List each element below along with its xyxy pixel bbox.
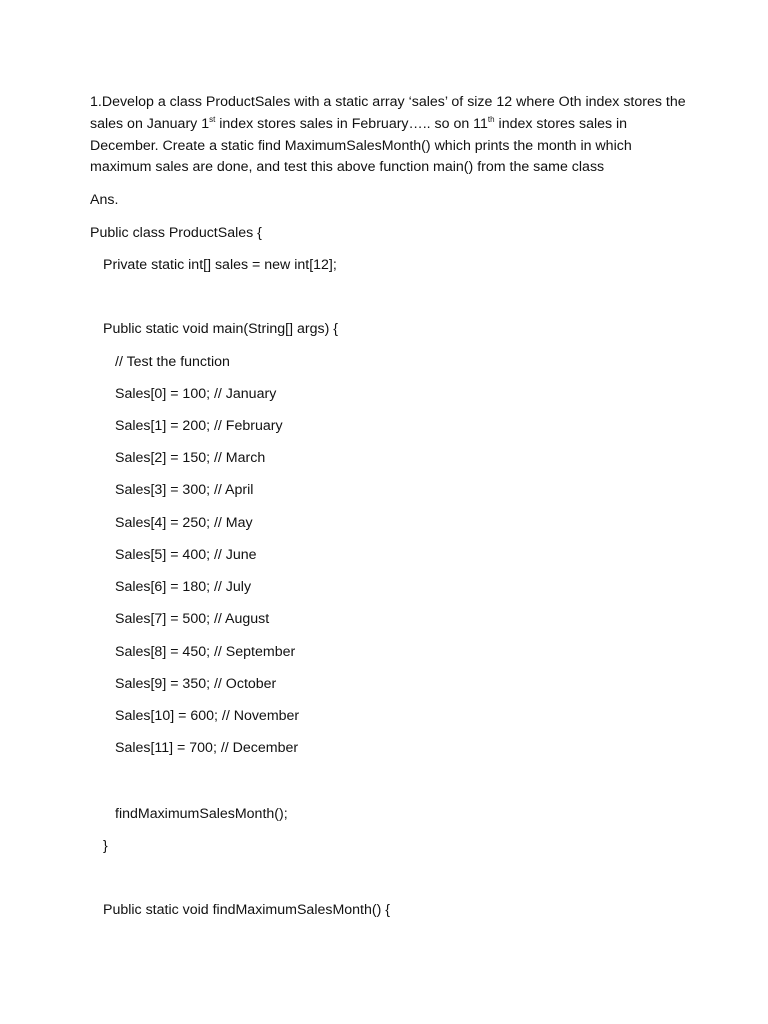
code-line-sales-10: Sales[10] = 600; // November [115, 708, 300, 724]
sales-array-declaration-line: Private static int[] sales = new int[12]; [103, 257, 337, 273]
find-method-declaration-line: Public static void findMaximumSalesMonth() { [103, 902, 391, 918]
closing-brace-line: } [103, 838, 108, 854]
code-line-sales-4: Sales[4] = 250; // May [115, 515, 253, 531]
class-declaration-line: Public class ProductSales { [90, 225, 262, 241]
code-line-sales-6: Sales[6] = 180; // July [115, 579, 252, 595]
code-line-sales-5: Sales[5] = 400; // June [115, 547, 257, 563]
code-line-sales-3: Sales[3] = 300; // April [115, 482, 254, 498]
question-text-part-2: index stores sales in February….. so on 11 [215, 115, 488, 132]
superscript-st: st [209, 114, 216, 124]
code-line-sales-1: Sales[1] = 200; // February [115, 418, 283, 434]
code-line-sales-11: Sales[11] = 700; // December [115, 740, 299, 756]
function-call-line: findMaximumSalesMonth(); [115, 806, 288, 822]
question-text-part-1: 1.Develop a class ProductSales with a static array ‘sales’ of size 12 where Oth index stores the sales on January 1 [90, 94, 686, 132]
question-text-part-3: index stores sales in December. Create a static find MaximumSalesMonth() which prints the month in which maximum sales are done, and test this above function main() from the same class [90, 115, 632, 176]
code-line-sales-2: Sales[2] = 150; // March [115, 450, 266, 466]
question-paragraph [90, 92, 690, 179]
code-line-sales-9: Sales[9] = 350; // October [115, 676, 277, 692]
answer-label: Ans. [90, 192, 119, 208]
code-line-sales-7: Sales[7] = 500; // August [115, 611, 270, 627]
code-line-sales-0: Sales[0] = 100; // January [115, 386, 277, 402]
code-line-sales-8: Sales[8] = 450; // September [115, 644, 296, 660]
code-comment-line: // Test the function [115, 354, 230, 370]
superscript-th: th [487, 114, 495, 124]
main-method-declaration-line: Public static void main(String[] args) { [103, 321, 338, 337]
